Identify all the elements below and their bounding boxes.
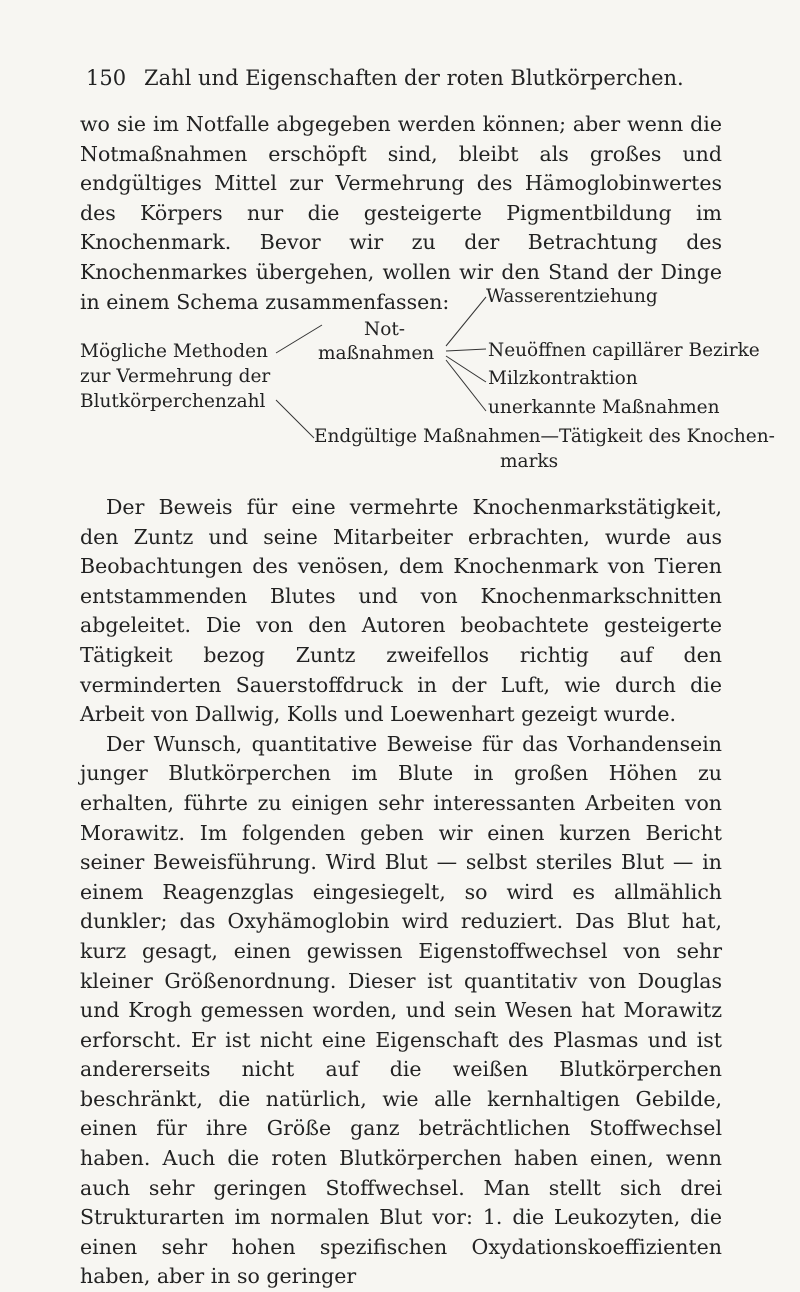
schema-final-line-1: Endgültige Maßnahmen—Tätigkeit des Knochen- bbox=[314, 426, 775, 447]
connector-root-to-final bbox=[276, 400, 314, 438]
body-paragraph-2: Der Wunsch, quantitative Beweise für das Vorhandensein junger Blutkörperchen im Blute in großen Höhen zu erhalten, führte zu einigen sehr interessanten Arbeiten von Morawitz. Im folgenden geben wir einen kurzen Bericht seiner Beweisführung. Wird Blut — selbst steriles Blut — in einem Reagenzglas eingesiegelt, so wird es allmählich dunkler; das Oxyhämoglobin wird reduziert. Das Blut hat, kurz gesagt, einen gewissen Eigenstoffwechsel von sehr kleiner Größenordnung. Dieser ist quantitativ von Douglas und Krogh gemessen worden, und sein Wesen hat Morawitz erforscht. Er ist nicht eine Eigenschaft des Plasmas und ist andererseits nicht auf die weißen Blutkörperchen beschränkt, die natürlich, wie alle kernhaltigen Gebilde, einen für ihre Größe ganz beträchtlichen Stoffwechsel haben. Auch die roten Blutkörperchen haben einen, wenn auch sehr geringen Stoffwechsel. Man stellt sich drei Strukturarten im normalen Blut vor: 1. die Leukozyten, die einen sehr hohen spezifischen Oxydationskoeffizienten haben, aber in so geringer bbox=[80, 731, 722, 1289]
intro-paragraph: wo sie im Notfalle abgegeben werden können; aber wenn die Notmaßnahmen erschöpft sind, bleibt als großes und endgültiges Mittel zur Vermehrung des Hämoglobinwertes des Körpers nur die gesteigerte Pigmentbildung im Knochenmark. Bevor wir zu der Betrachtung des Knochenmarkes übergehen, wollen wir den Stand der Dinge in einem Schema zusammenfassen: bbox=[80, 112, 722, 314]
body-paragraph-1: Der Beweis für eine vermehrte Knochenmarkstätigkeit, den Zuntz und seine Mitarbeiter erbrachten, wurde aus Beobachtungen des venösen, dem Knochenmark von Tieren entstammenden Blutes und von Knochenmarkschnitten abgeleitet. Die von den Autoren beobachtete gesteigerte Tätigkeit bezog Zuntz zweifellos richtig auf den verminderten Sauerstoffdruck in der Luft, wie durch die Arbeit von Dallwig, Kolls und Loewenhart gezeigt wurde. bbox=[80, 495, 722, 727]
connector-to-milzkontraktion bbox=[446, 356, 486, 382]
running-header bbox=[86, 64, 716, 92]
schema-branch-line-2: maßnahmen bbox=[318, 343, 435, 364]
schema-root-line-1: Mögliche Methoden bbox=[80, 341, 268, 362]
schema-root-line-3: Blutkörperchenzahl bbox=[80, 391, 266, 412]
connector-to-neuoeffnen bbox=[446, 349, 486, 351]
schema-branch-line-1: Not- bbox=[364, 319, 406, 340]
schema-leaf-neuoeffnen: Neuöffnen capillärer Bezirke bbox=[488, 340, 760, 361]
schema-leaf-unerkannte: unerkannte Maßnahmen bbox=[488, 397, 720, 418]
schema-final-line-2: marks bbox=[500, 451, 559, 472]
schema-root-line-2: zur Vermehrung der bbox=[80, 366, 271, 387]
connector-root-to-branch bbox=[276, 325, 322, 353]
running-title: Zahl und Eigenschaften der roten Blutkörperchen. bbox=[144, 66, 684, 90]
schema-leaf-milzkontraktion: Milzkontraktion bbox=[488, 368, 638, 389]
connector-to-unerkannte bbox=[446, 360, 486, 411]
body-text bbox=[80, 493, 722, 1292]
intro-text bbox=[80, 110, 722, 317]
schema-leaf-wasserentziehung: Wasserentziehung bbox=[486, 286, 658, 307]
page-number: 150 bbox=[86, 66, 127, 90]
